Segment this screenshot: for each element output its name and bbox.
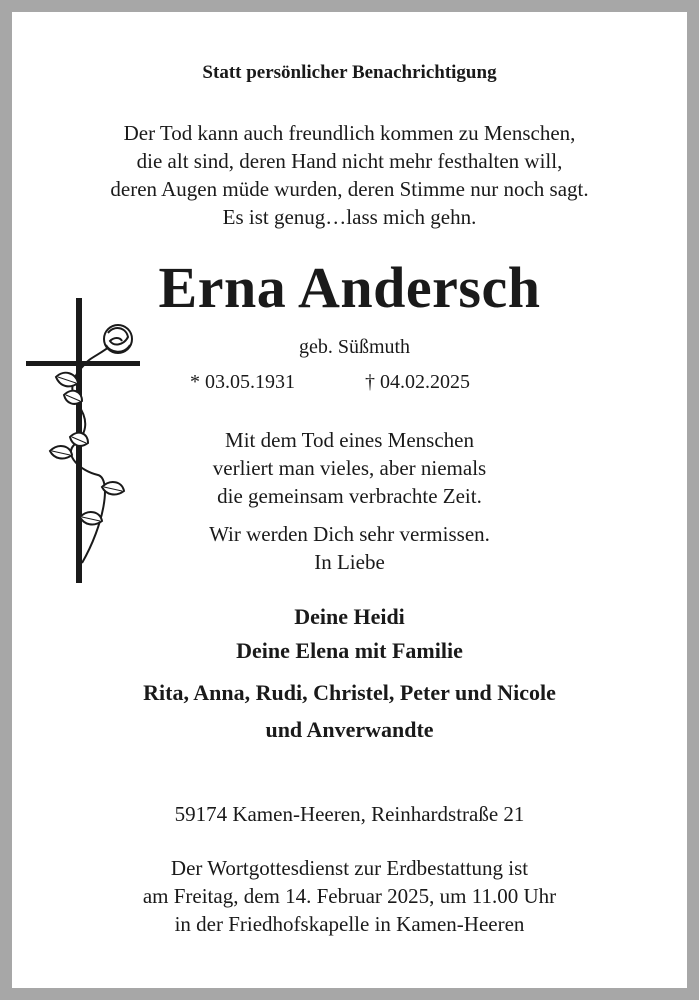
death-date: † 04.02.2025 (365, 371, 470, 393)
deceased-name: Erna Andersch (158, 255, 541, 320)
farewell-line: In Liebe (314, 550, 385, 574)
quote-line: Mit dem Tod eines Menschen (225, 428, 474, 452)
birth-date: * 03.05.1931 (190, 371, 295, 393)
cross-with-rose-icon (20, 295, 150, 590)
poem-line: die alt sind, deren Hand nicht mehr festhalten will, (136, 149, 563, 173)
service-line: Der Wortgottesdienst zur Erdbestattung ist (170, 856, 529, 880)
poem-line: Es ist genug…lass mich gehn. (222, 205, 477, 229)
signature-line: und Anverwandte (265, 717, 434, 742)
notice-heading: Statt persönlicher Benachrichtigung (202, 62, 497, 83)
signature-line: Deine Elena mit Familie (236, 638, 463, 663)
farewell-line: Wir werden Dich sehr vermissen. (209, 522, 490, 546)
quote-line: verliert man vieles, aber niemals (212, 456, 487, 480)
poem-line: deren Augen müde wurden, deren Stimme nur noch sagt. (110, 177, 589, 201)
poem-line: Der Tod kann auch freundlich kommen zu Menschen, (123, 121, 576, 145)
quote-line: die gemeinsam verbrachte Zeit. (217, 484, 482, 508)
signature-line: Rita, Anna, Rudi, Christel, Peter und Nicole (143, 680, 556, 705)
service-line: in der Friedhofskapelle in Kamen-Heeren (174, 912, 525, 936)
maiden-name: geb. Süßmuth (298, 336, 411, 358)
service-line: am Freitag, dem 14. Februar 2025, um 11.00 Uhr (142, 884, 557, 908)
signature-line: Deine Heidi (294, 604, 405, 629)
address-line: 59174 Kamen-Heeren, Reinhardstraße 21 (174, 802, 525, 826)
